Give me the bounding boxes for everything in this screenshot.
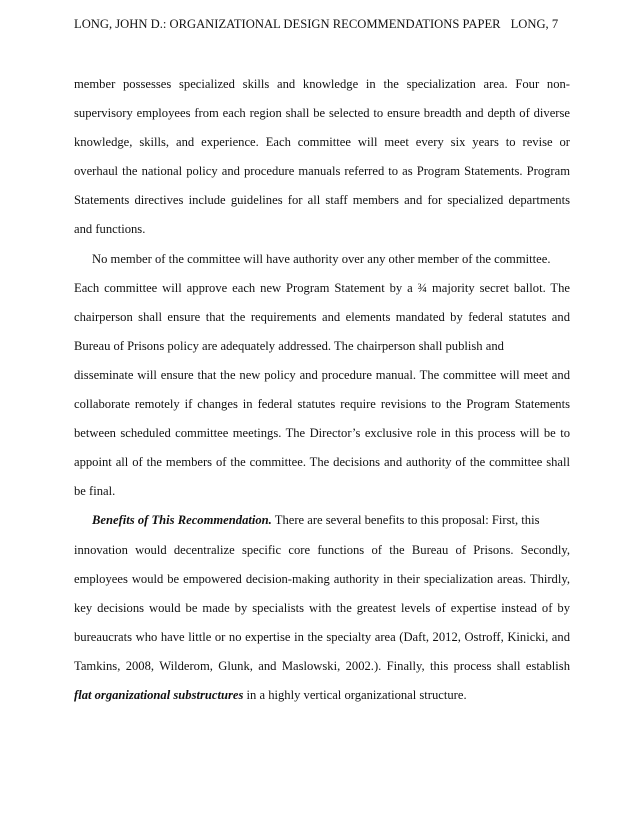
paragraph-line: Bureau of Prisons policy are adequately addressed. The chairperson shall publish and xyxy=(74,338,504,353)
paragraph-line: overhaul the national policy and procedure manuals referred to as Program Statements. Program xyxy=(74,164,570,179)
paragraph-line: and functions. xyxy=(74,222,146,237)
paragraph-line xyxy=(74,506,570,535)
paragraph-line: innovation would decentralize specific core functions of the Bureau of Prisons. Secondly, xyxy=(74,542,570,557)
paragraph-line xyxy=(74,681,570,710)
paragraph-line: between scheduled committee meetings. The Director’s exclusive role in this process will be to xyxy=(74,426,570,441)
section-heading: Benefits of This Recommendation xyxy=(92,513,269,528)
running-title: LONG, JOHN D.: ORGANIZATIONAL DESIGN RECOMMENDATIONS PAPER xyxy=(74,17,501,31)
body-text xyxy=(74,70,570,710)
paragraph-text: There are several benefits to this proposal: First, this xyxy=(271,513,540,528)
paragraph-line: knowledge, skills, and experience. Each committee will meet every six years to revise or xyxy=(74,135,570,150)
paragraph-line: collaborate remotely if changes in federal statutes require revisions to the Program Statements xyxy=(74,397,570,412)
paragraph-line: Each committee will approve each new Program Statement by a ¾ majority secret ballot. The xyxy=(74,280,570,295)
running-header xyxy=(74,14,574,34)
paragraph-line: No member of the committee will have authority over any other member of the committee. xyxy=(92,251,551,266)
paragraph-line: bureaucrats who have little or no expertise in the specialty area (Daft, 2012, Ostroff, Kinicki, and xyxy=(74,629,570,644)
paragraph-line: Statements directives include guidelines for all staff members and for specialized departments xyxy=(74,193,570,208)
paragraph-text: in a highly vertical organizational structure. xyxy=(243,687,467,702)
paragraph-line: chairperson shall ensure that the requirements and elements mandated by federal statutes and xyxy=(74,309,570,324)
paragraph-line: key decisions would be made by specialists with the greatest levels of expertise instead of by xyxy=(74,600,570,615)
paragraph-line: employees would be empowered decision-making authority in their specialization areas. Thirdly, xyxy=(74,571,570,586)
paragraph-line: Tamkins, 2008, Wilderom, Glunk, and Maslowski, 2002.). Finally, this process shall establish xyxy=(74,658,570,673)
page-number: LONG, 7 xyxy=(510,17,559,31)
emphasized-term: flat organizational substructures xyxy=(74,687,244,702)
paragraph-line: appoint all of the members of the committee. The decisions and authority of the committee shall xyxy=(74,455,570,470)
section-heading-period: . xyxy=(268,513,272,528)
paragraph-line: supervisory employees from each region shall be selected to ensure breadth and depth of diverse xyxy=(74,106,570,121)
paragraph-line: be final. xyxy=(74,484,116,499)
paragraph-line: disseminate will ensure that the new policy and procedure manual. The committee will meet and xyxy=(74,367,570,382)
paragraph-line: member possesses specialized skills and knowledge in the specialization area. Four non- xyxy=(74,77,570,91)
